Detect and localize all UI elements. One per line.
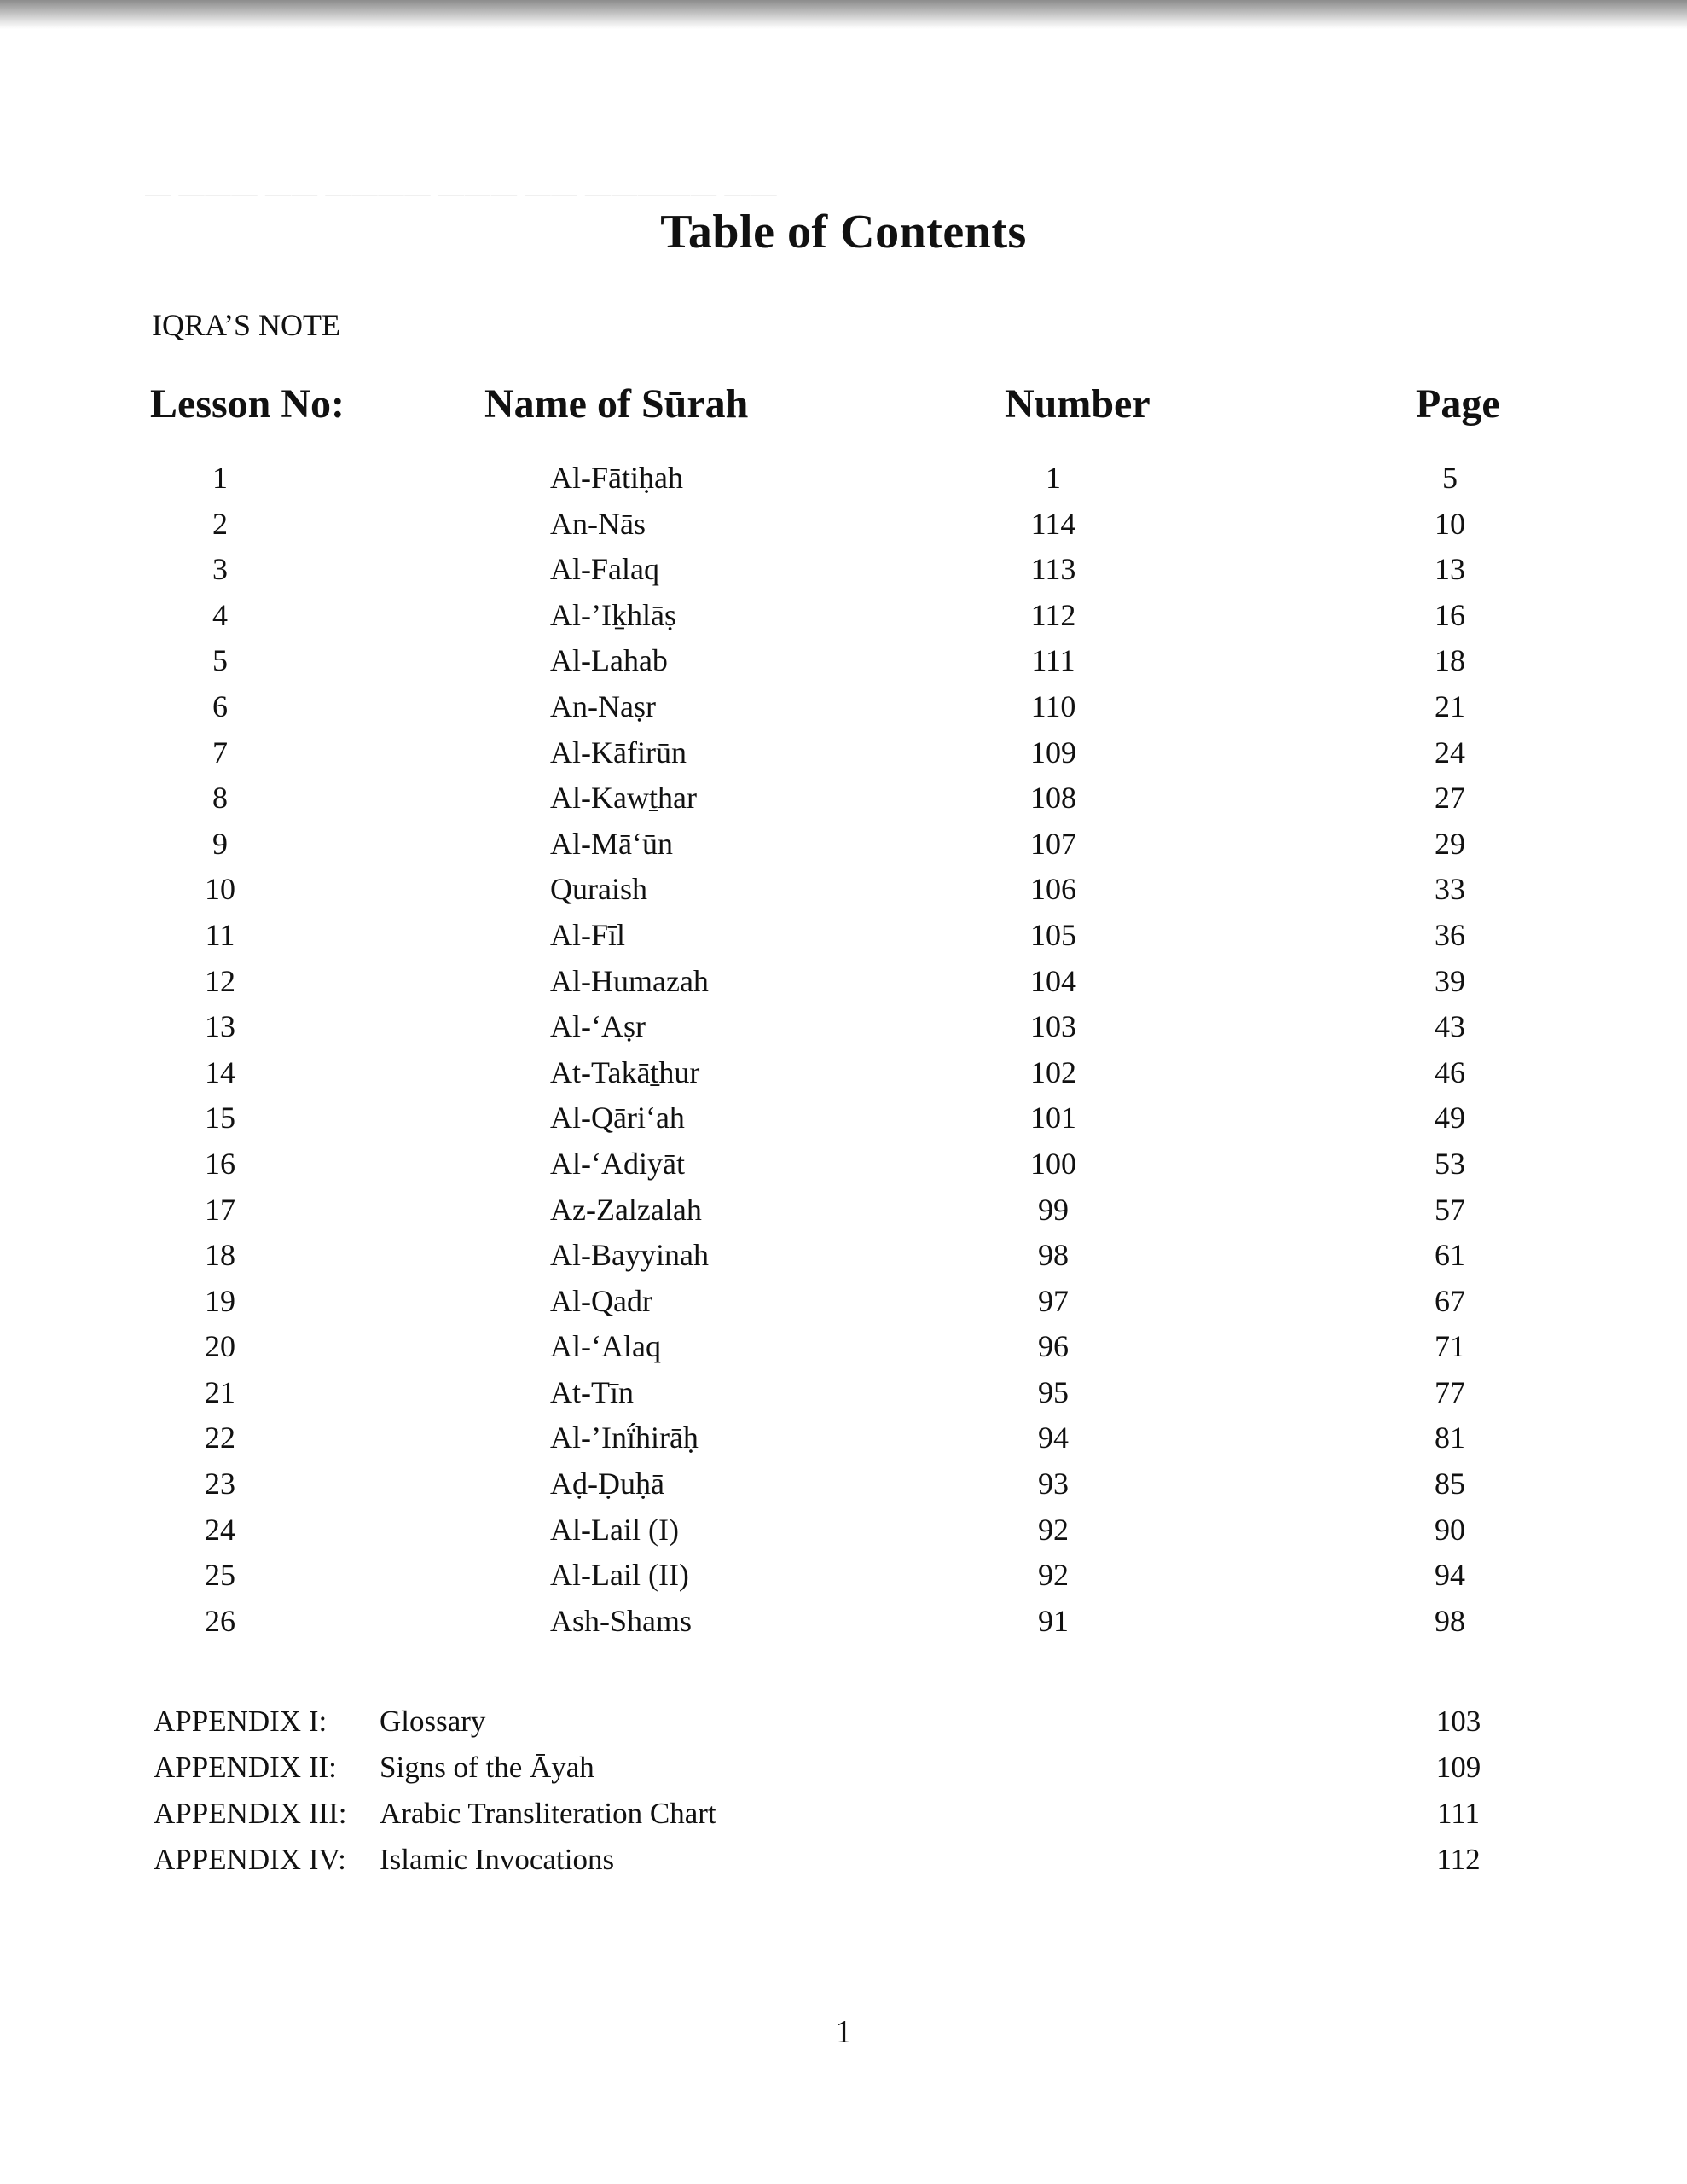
surah-number: 106 — [1030, 872, 1076, 907]
surah-name: Al-Bayyinah — [550, 1238, 709, 1273]
appendix-title: Signs of the Āyah — [380, 1751, 594, 1784]
surah-name: Al-Lail (II) — [550, 1558, 689, 1593]
lesson-number: 2 — [212, 506, 228, 541]
surah-number: 114 — [1030, 506, 1076, 541]
surah-number: 103 — [1030, 1009, 1076, 1044]
appendix-row — [0, 1836, 1687, 1882]
surah-number: 102 — [1030, 1054, 1076, 1089]
lesson-number: 14 — [205, 1054, 235, 1089]
table-row — [0, 590, 1687, 636]
lesson-number: 24 — [205, 1512, 235, 1547]
surah-number: 91 — [1038, 1603, 1069, 1638]
surah-number: 92 — [1038, 1558, 1069, 1593]
lesson-number: 22 — [205, 1420, 235, 1455]
page-title: Table of Contents — [660, 206, 1027, 258]
surah-number: 95 — [1038, 1374, 1069, 1409]
lesson-number: 8 — [212, 781, 228, 816]
page-number: 67 — [1435, 1283, 1465, 1318]
surah-name: Al-Humazah — [550, 963, 709, 998]
surah-name: Al-’Iḵhlāṣ — [550, 597, 676, 632]
table-row — [0, 1092, 1687, 1138]
lesson-number: 11 — [205, 917, 235, 952]
show-through-text: — ——— —— ———— ——— —— ————— —— — [145, 179, 778, 207]
lesson-number: 9 — [212, 826, 228, 861]
page-number: 39 — [1435, 963, 1465, 998]
table-row — [0, 1504, 1687, 1550]
page-number: 16 — [1435, 597, 1465, 632]
table-row — [0, 498, 1687, 544]
surah-name: Al-‘Aṣr — [550, 1009, 646, 1044]
header-name-of-surah: Name of Sūrah — [484, 381, 749, 427]
table-row — [0, 681, 1687, 727]
table-row — [0, 909, 1687, 956]
surah-name: Quraish — [550, 872, 647, 907]
appendix-title: Glossary — [380, 1705, 486, 1738]
surah-number: 113 — [1030, 552, 1076, 587]
lesson-number: 10 — [205, 872, 235, 907]
lesson-number: 16 — [205, 1146, 235, 1181]
surah-name: An-Nās — [550, 506, 646, 541]
surah-name: Al-Qadr — [550, 1283, 652, 1318]
lesson-number: 25 — [205, 1558, 235, 1593]
table-row — [0, 1549, 1687, 1595]
page-number: 81 — [1435, 1420, 1465, 1455]
page-number: 13 — [1435, 552, 1465, 587]
surah-name: An-Naṣr — [550, 688, 656, 723]
surah-name: Ash-Shams — [550, 1603, 693, 1638]
lesson-number: 26 — [205, 1603, 235, 1638]
page-number: 10 — [1435, 506, 1465, 541]
page-number: 29 — [1435, 826, 1465, 861]
table-row — [0, 1047, 1687, 1093]
table-row — [0, 1458, 1687, 1504]
surah-name: Al-Kāfirūn — [550, 735, 687, 770]
lesson-number: 15 — [205, 1101, 235, 1136]
lesson-number: 13 — [205, 1009, 235, 1044]
lesson-number: 12 — [205, 963, 235, 998]
page-number: 57 — [1435, 1192, 1465, 1227]
surah-number: 111 — [1031, 643, 1075, 678]
table-row — [0, 452, 1687, 498]
page-number: 21 — [1435, 688, 1465, 723]
appendix-page: 103 — [1435, 1705, 1481, 1738]
appendix-title: Arabic Transliteration Chart — [380, 1797, 716, 1830]
table-row — [0, 772, 1687, 818]
page-number: 94 — [1435, 1558, 1465, 1593]
header-page: Page — [1416, 381, 1500, 427]
table-row — [0, 1184, 1687, 1230]
appendix-row — [0, 1698, 1687, 1744]
surah-name: Al-Fīl — [550, 917, 626, 952]
surah-number: 97 — [1038, 1283, 1069, 1318]
surah-name: Al-‘Alaq — [550, 1329, 661, 1364]
header-number: Number — [1005, 381, 1151, 427]
surah-name: Al-Lahab — [550, 643, 668, 678]
surah-number: 107 — [1030, 826, 1076, 861]
page-number: 36 — [1435, 917, 1465, 952]
lesson-number: 20 — [205, 1329, 235, 1364]
surah-name: Al-‘Adiyāt — [550, 1146, 685, 1181]
surah-name: Aḍ-Ḍuḥā — [550, 1467, 664, 1502]
surah-name: Al-Fātiḥah — [550, 461, 683, 495]
lesson-number: 7 — [212, 735, 228, 770]
surah-name: At-Takāṯhur — [550, 1054, 700, 1089]
table-row — [0, 1367, 1687, 1413]
lesson-number: 19 — [205, 1283, 235, 1318]
scan-edge-shadow — [0, 0, 1687, 29]
lesson-number: 1 — [212, 461, 228, 495]
table-row — [0, 727, 1687, 773]
lesson-list — [0, 452, 1687, 1641]
appendix-label: APPENDIX IV: — [154, 1843, 346, 1876]
appendix-label: APPENDIX II: — [154, 1751, 337, 1784]
page-footer-number: 1 — [835, 2014, 852, 2050]
table-row — [0, 1321, 1687, 1367]
table-row — [0, 635, 1687, 681]
surah-number: 108 — [1030, 781, 1076, 816]
page-number: 43 — [1435, 1009, 1465, 1044]
table-row — [0, 1138, 1687, 1184]
surah-number: 1 — [1046, 461, 1061, 495]
lesson-number: 3 — [212, 552, 228, 587]
surah-number: 109 — [1030, 735, 1076, 770]
lesson-number: 6 — [212, 688, 228, 723]
surah-number: 94 — [1038, 1420, 1069, 1455]
lesson-number: 18 — [205, 1238, 235, 1273]
table-row — [0, 1275, 1687, 1321]
page-number: 90 — [1435, 1512, 1465, 1547]
page-number: 85 — [1435, 1467, 1465, 1502]
page-number: 49 — [1435, 1101, 1465, 1136]
surah-number: 96 — [1038, 1329, 1069, 1364]
page-number: 53 — [1435, 1146, 1465, 1181]
lesson-number: 4 — [212, 597, 228, 632]
lesson-number: 23 — [205, 1467, 235, 1502]
page-number: 61 — [1435, 1238, 1465, 1273]
surah-number: 99 — [1038, 1192, 1069, 1227]
page-number: 77 — [1435, 1374, 1465, 1409]
page-number: 46 — [1435, 1054, 1465, 1089]
surah-name: Al-Kawṯhar — [550, 781, 697, 816]
page-number: 18 — [1435, 643, 1465, 678]
lesson-number: 17 — [205, 1192, 235, 1227]
page-number: 24 — [1435, 735, 1465, 770]
appendix-page: 112 — [1436, 1843, 1481, 1876]
table-row — [0, 1595, 1687, 1641]
table-row — [0, 956, 1687, 1002]
surah-number: 100 — [1030, 1146, 1076, 1181]
appendix-page: 111 — [1437, 1797, 1480, 1830]
table-row — [0, 1229, 1687, 1275]
lesson-number: 5 — [212, 643, 228, 678]
table-row — [0, 863, 1687, 909]
table-row — [0, 1001, 1687, 1047]
surah-number: 110 — [1030, 688, 1076, 723]
table-row — [0, 818, 1687, 864]
appendix-page: 109 — [1435, 1751, 1481, 1784]
surah-number: 98 — [1038, 1238, 1069, 1273]
page-number: 71 — [1435, 1329, 1465, 1364]
surah-name: Al-’Inḯhirāḥ — [550, 1420, 699, 1455]
lesson-number: 21 — [205, 1374, 235, 1409]
appendix-label: APPENDIX III: — [154, 1797, 347, 1830]
page-number: 5 — [1442, 461, 1458, 495]
surah-number: 105 — [1030, 917, 1076, 952]
iqra-note-entry: IQRA’S NOTE — [152, 308, 340, 342]
surah-number: 92 — [1038, 1512, 1069, 1547]
surah-number: 112 — [1030, 597, 1076, 632]
appendix-title: Islamic Invocations — [380, 1843, 615, 1876]
page-number: 33 — [1435, 872, 1465, 907]
surah-number: 104 — [1030, 963, 1076, 998]
surah-name: At-Tīn — [550, 1374, 634, 1409]
table-row — [0, 543, 1687, 590]
surah-name: Al-Falaq — [550, 552, 659, 587]
surah-number: 101 — [1030, 1101, 1076, 1136]
appendix-row — [0, 1790, 1687, 1836]
appendix-label: APPENDIX I: — [154, 1705, 328, 1738]
surah-name: Al-Mā‘ūn — [550, 826, 673, 861]
surah-name: Az-Zalzalah — [550, 1192, 702, 1227]
surah-name: Al-Lail (I) — [550, 1512, 679, 1547]
appendix-row — [0, 1744, 1687, 1790]
page-number: 27 — [1435, 781, 1465, 816]
table-row — [0, 1412, 1687, 1458]
surah-number: 93 — [1038, 1467, 1069, 1502]
page-number: 98 — [1435, 1603, 1465, 1638]
appendix-list — [0, 1698, 1687, 1882]
header-lesson-no: Lesson No: — [150, 381, 345, 427]
surah-name: Al-Qāri‘ah — [550, 1101, 685, 1136]
